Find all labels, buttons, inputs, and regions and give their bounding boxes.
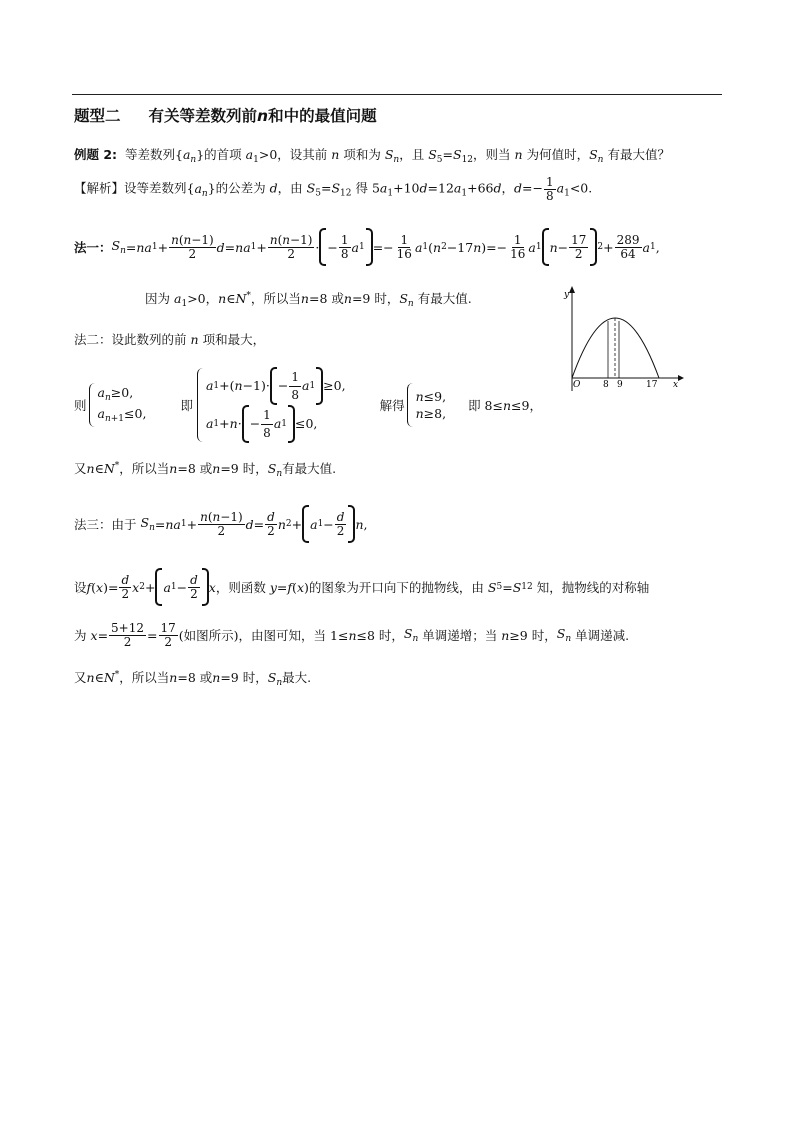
method1-conclusion: 因为 $a_1>0$，n∈N*，所以当n=8 或n=9 时，$S_n$ 有最大值.	[145, 291, 472, 309]
method2-intro: 法二：设此数列的前 n 项和最大，	[74, 332, 266, 347]
method2-label: 法二：	[74, 332, 112, 347]
parabola-curve	[572, 318, 659, 378]
parabola-graph	[560, 283, 685, 391]
tick-label-9: 9	[617, 380, 623, 390]
method3-function: 设 f ( x )= $\frac{d}{2}$ x 2 + a 1 − $\frac{d}{2}$ x ，则函数 y = f ( x ) 的图象为开口向下的抛物线，由 S 5 = S 12 知，抛物线的对称轴	[74, 568, 649, 606]
method3-formula: 法三： 由于 $S_n$ = na 1 + $\frac{n(n-1)}{2}$ d = $\frac{d}{2}$ n 2 + a 1 − $\frac{d}{2}$ n ,	[74, 505, 368, 543]
tick-label-8: 8	[603, 380, 609, 390]
heading-title: 题型二	[74, 107, 121, 125]
section-heading	[74, 104, 377, 126]
method1-label: 法一：	[74, 240, 112, 255]
y-axis-arrow	[569, 286, 575, 293]
method2-conclusion: 又n∈N*，所以当n=8 或n=9 时，$S_n$有最大值.	[74, 461, 337, 479]
tick-label-17: 17	[646, 380, 658, 390]
heading-topic-suffix: 和中的最值问题	[268, 107, 377, 125]
heading-topic-var: n	[257, 107, 269, 125]
heading-topic-prefix: 有关等差数列前	[148, 107, 258, 125]
analysis-label: 【解析】	[74, 180, 125, 196]
method3-conclusion: 又n∈N*，所以当n=8 或n=9 时，$S_n$最大.	[74, 670, 312, 688]
x-label: x	[673, 380, 679, 390]
method2-systems: 则 $a_n\ge 0$, $a_{n+1}\le 0$, 即 a 1 +( n −1)· − $\frac{1}{8}$ a 1 ≥0, a 1 + n · − $\frac{1}{8}$ a 1 ≤0, 解得 n≤9, n≥8, 即 8≤ n ≤9，	[74, 368, 542, 442]
method3-axis: 为 x = $\frac{5+12}{2}$ = $\frac{17}{2}$ (如图所示)，由图可知，当 1≤ n ≤8 时， $S_n$ 单调递增；当 n ≥9 时， $S_n$ 单调递减.	[74, 621, 630, 649]
method1-formula: 法一： $S_n$ = na 1 + $\frac{n(n-1)}{2}$ d = na 1 + $\frac{n(n-1)}{2}$ · − $\frac{1}{8}$ a 1 =− $\frac{1}{16}$ a 1 ( n 2 −17 n )=− $\frac{1}{16}$ a 1 n − $\frac{17}{2}$ 2 + $\frac{289}{64}$ a 1 ,	[74, 228, 660, 266]
y-label: y	[564, 290, 570, 300]
analysis-line: 【解析】设等差数列$\{a_n\}$的公差为 d，由 $S_5=S_{12}$ 得 $5a_1+10d=12a_1+66d$，d=− $\frac{1}{8}$ $a_1<0$.	[74, 175, 593, 203]
example-statement: 例题 2: 等差数列$\{a_n\}$的首项 $a_1>0$，设其前 n 项和为 $S_n$，且 $S_5=S_{12}$，则当 n 为何值时，$S_n$ 有最大值？	[74, 147, 670, 165]
origin-label: O	[573, 380, 581, 390]
x-axis-arrow	[678, 375, 684, 381]
header-rule	[72, 94, 722, 95]
method3-label: 法三：	[74, 517, 112, 532]
example-label: 例题 2:	[74, 147, 118, 162]
